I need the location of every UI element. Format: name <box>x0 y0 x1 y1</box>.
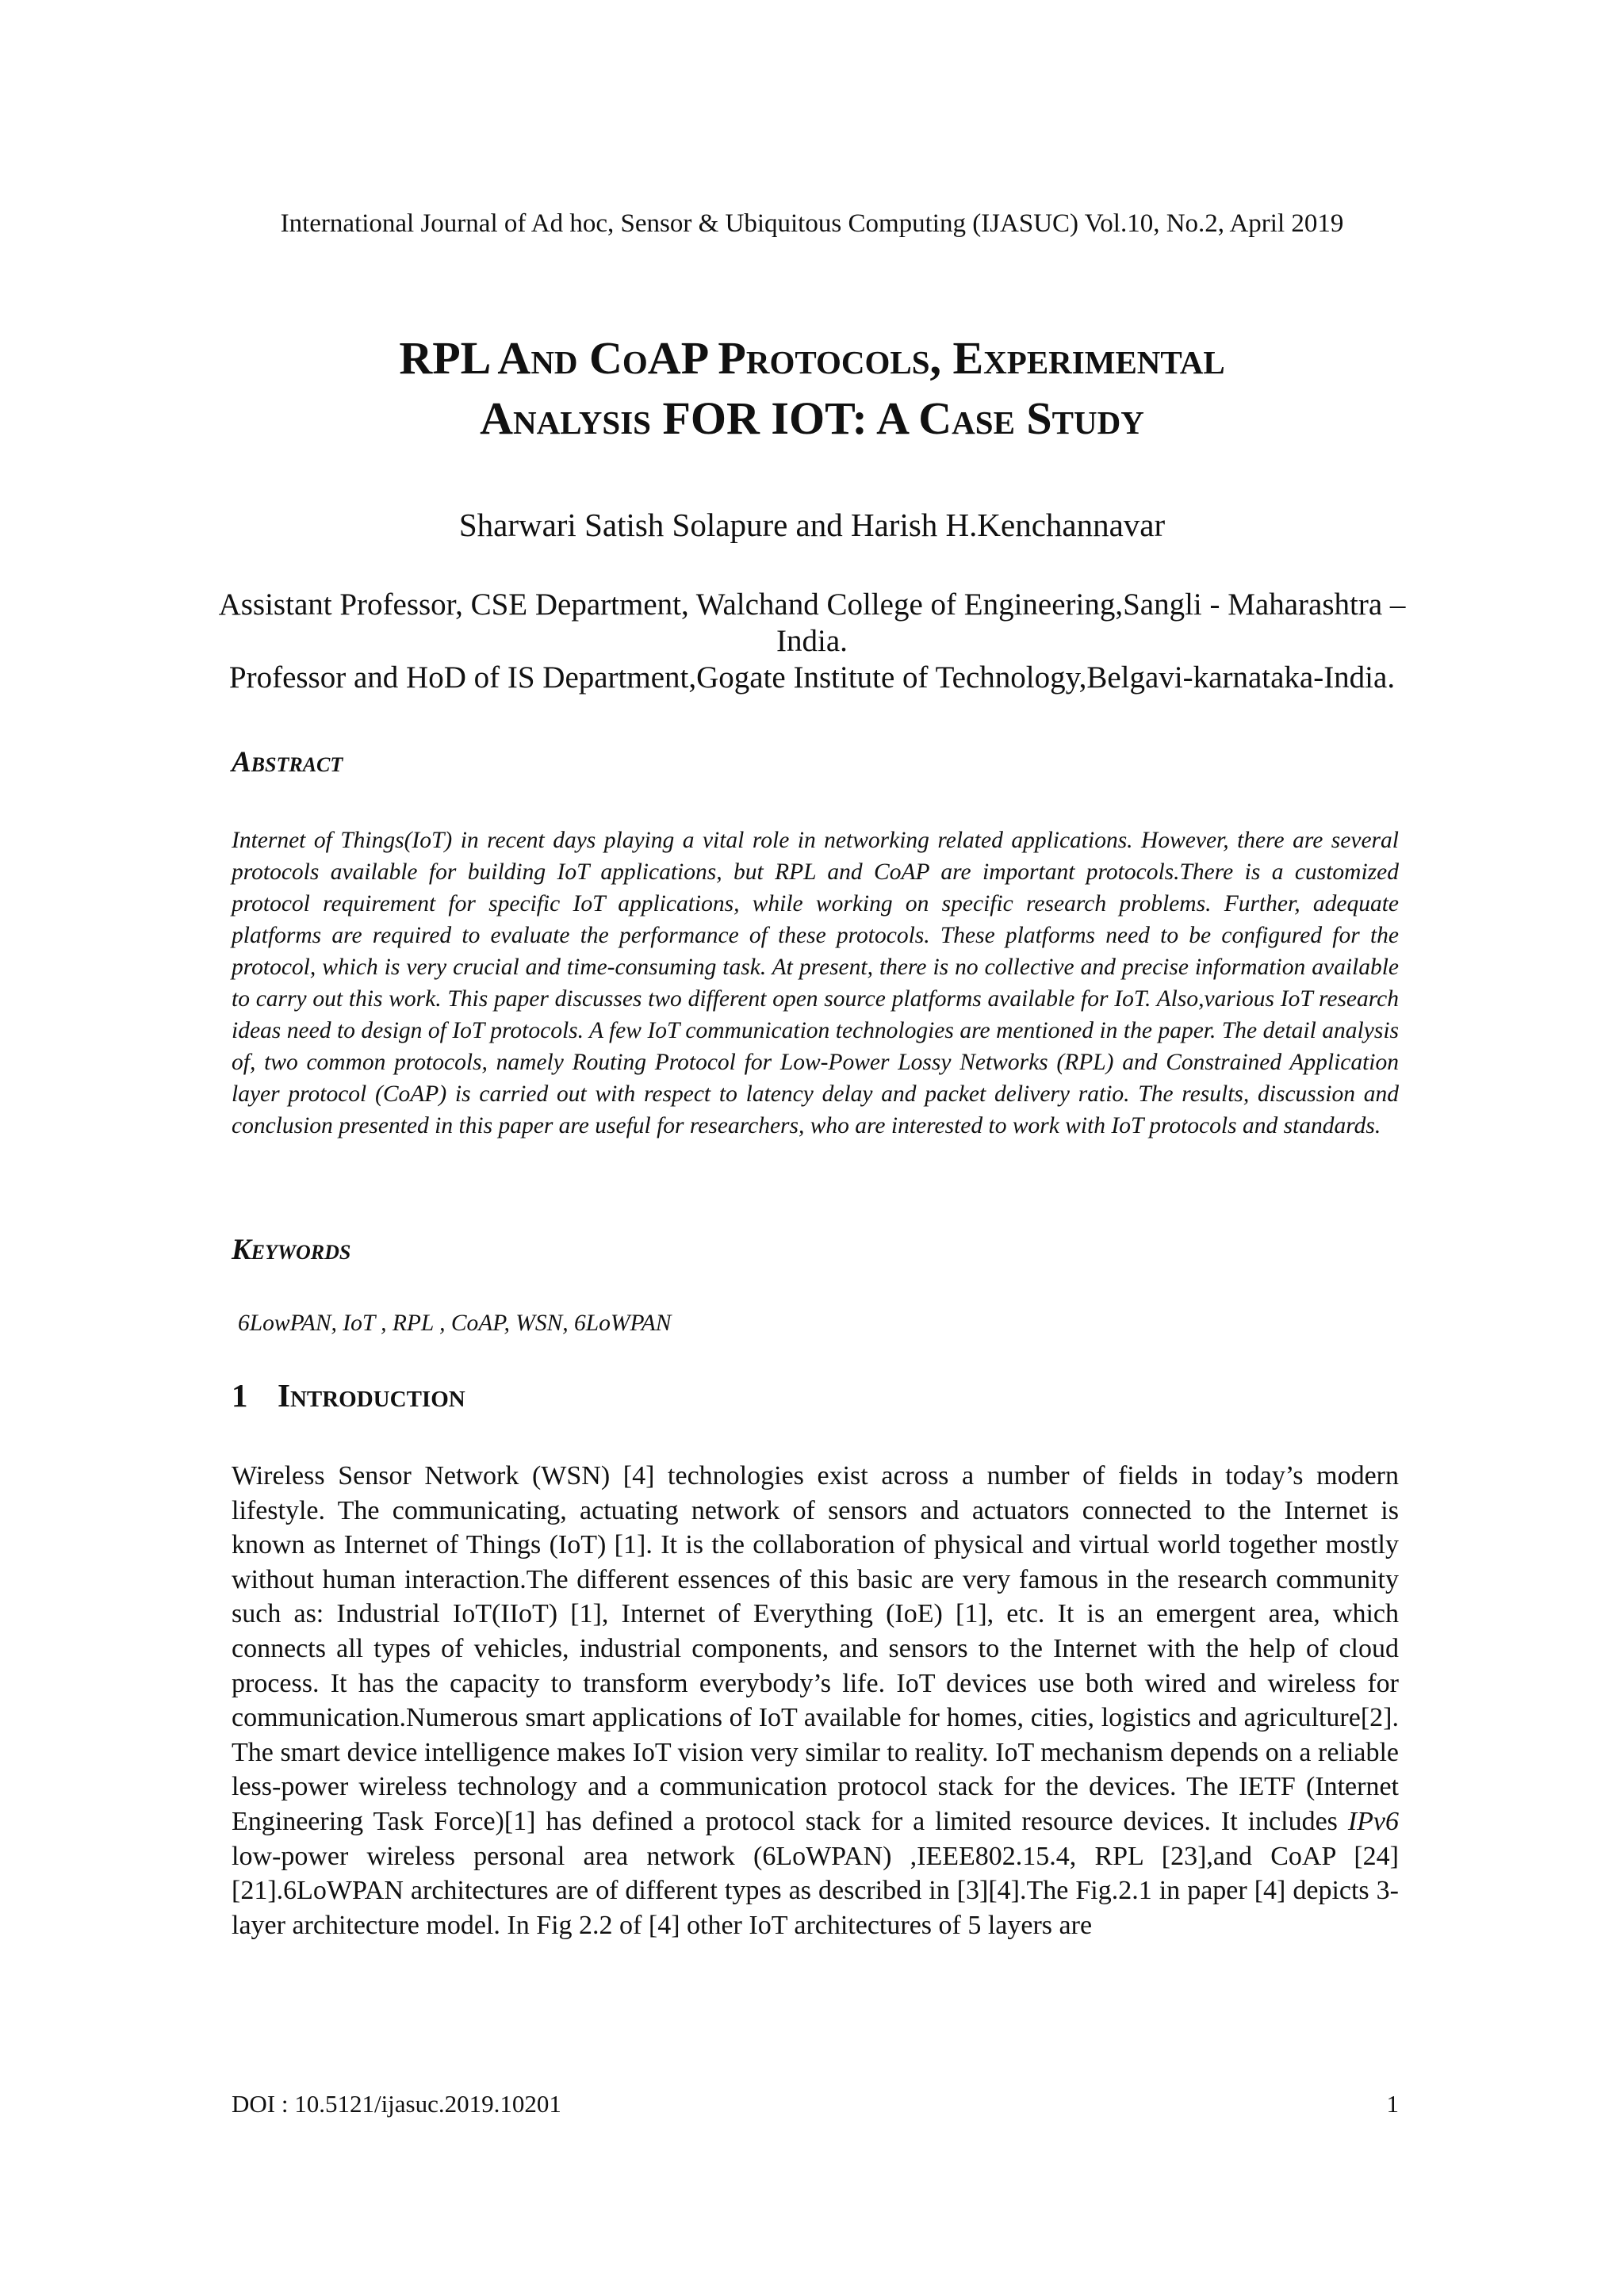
affiliation-1: Assistant Professor, CSE Department, Walchand College of Engineering,Sangli - Maharashtra –India. <box>218 587 1406 658</box>
affiliation-2: Professor and HoD of IS Department,Gogate Institute of Technology,Belgavi-karnataka-India. <box>228 660 1396 695</box>
introduction-text-italic: IPv6 <box>1347 1806 1399 1836</box>
abstract-text: Internet of Things(IoT) in recent days playing a vital role in networking related applications. However, there are several protocols available for building IoT applications, but RPL and CoAP are important protocols.There is a customized protocol requirement for specific IoT applications, while working on specific research problems. Further, adequate platforms are required to evaluate the performance of these protocols. These platforms need to be configured for the protocol, which is very crucial and time-consuming task. At present, there is no collective and precise information available to carry out this work. This paper discusses two different open source platforms available for IoT. Also,various IoT research ideas need to design of IoT protocols. A few IoT communication technologies are mentioned in the paper. The detail analysis of, two common protocols, namely Routing Protocol for Low-Power Lossy Networks (RPL) and Constrained Application layer protocol (CoAP) is carried out with respect to latency delay and packet delivery ratio. The results, discussion and conclusion presented in this paper are useful for researchers, who are interested to work with IoT protocols and standards. <box>232 828 1399 1138</box>
keywords-heading: Keywords <box>232 1234 351 1266</box>
section-number: 1 <box>232 1377 248 1414</box>
page-number: 1 <box>1386 2090 1399 2118</box>
footer-doi: DOI : 10.5121/ijasuc.2019.10201 <box>232 2090 561 2118</box>
paper-title <box>0 328 1624 449</box>
section-title: Introduction <box>278 1377 465 1414</box>
introduction-heading <box>232 1376 465 1414</box>
introduction-text-2: low-power wireless personal area network (6LoWPAN) ,IEEE802.15.4, RPL [23],and CoAP [24][21].6LoWPAN architectures are of different types as described in [3][4].The Fig.2.1 in paper [4] depicts 3-layer architecture model. In Fig 2.2 of [4] other IoT architectures of 5 layers are <box>232 1841 1399 1940</box>
paper-title-line-1: RPL And CoAP Protocols, Experimental <box>399 332 1225 384</box>
introduction-paragraph <box>232 1459 1399 1942</box>
paper-title-line-2: Analysis FOR IOT: A Case Study <box>480 392 1144 444</box>
introduction-text-1: Wireless Sensor Network (WSN) [4] technologies exist across a number of fields in today’s modern lifestyle. The communicating, actuating network of sensors and actuators connected to the Internet is known as Internet of Things (IoT) [1]. It is the collaboration of physical and virtual world together mostly without human interaction.The different essences of this basic are very famous in the research community such as: Industrial IoT(IIoT) [1], Internet of Everything (IoE) [1], etc. It is an emergent area, which connects all types of vehicles, industrial components, and sensors to the Internet with the help of cloud process. It has the capacity to transform everybody’s life. IoT devices use both wired and wireless for communication.Numerous smart applications of IoT available for homes, cities, logistics and agriculture[2]. The smart device intelligence makes IoT vision very similar to reality. IoT mechanism depends on a reliable less-power wireless technology and a communication protocol stack for the devices. The IETF (Internet Engineering Task Force)[1] has defined a protocol stack for a limited resource devices. It includes <box>232 1461 1399 1836</box>
running-header: International Journal of Ad hoc, Sensor & Ubiquitous Computing (IJASUC) Vol.10, No.2, April 2019 <box>280 209 1344 238</box>
affiliations <box>206 587 1418 696</box>
keywords-text: 6LowPAN, IoT , RPL , CoAP, WSN, 6LoWPAN <box>238 1311 672 1336</box>
author-list: Sharwari Satish Solapure and Harish H.Kenchannavar <box>458 507 1166 543</box>
abstract-heading: Abstract <box>232 746 343 779</box>
